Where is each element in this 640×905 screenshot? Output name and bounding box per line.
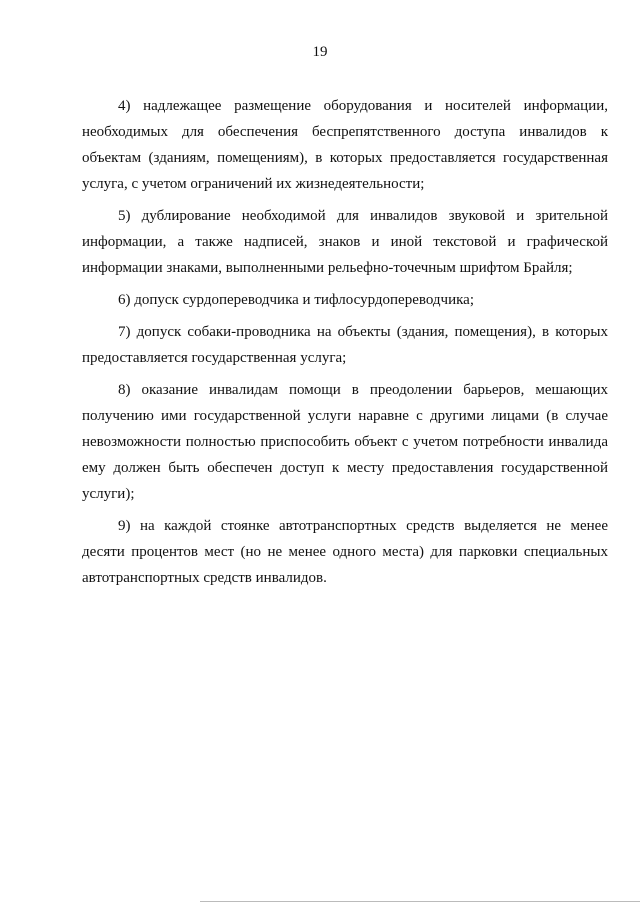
scan-edge-divider <box>200 901 640 902</box>
paragraph-item-4: 4) надлежащее размещение оборудования и носителей информации, необходимых для обеспечения беспрепятственного доступа инвалидов к объектам (зданиям, помещениям), в которых предоставляется государственная услуга, с учетом ограничений их жизнедеятельности; <box>82 98 608 192</box>
paragraph-item-7: 7) допуск собаки-проводника на объекты (здания, помещения), в которых предоставляется государственная услуга; <box>82 324 608 366</box>
paragraph-item-5: 5) дублирование необходимой для инвалидов звуковой и зрительной информации, а также надписей, знаков и иной текстовой и графической информации знаками, выполненными рельефно-точечным шрифтом Брайля; <box>82 208 608 276</box>
paragraph-item-8: 8) оказание инвалидам помощи в преодолении барьеров, мешающих получению ими государственной услуги наравне с другими лицами (в случае невозможности полностью приспособить объект с учетом потребности инвалида ему должен быть обеспечен доступ к месту предоставления государственной услуги); <box>82 382 608 502</box>
paragraph-item-6: 6) допуск сурдопереводчика и тифлосурдопереводчика; <box>118 292 474 308</box>
page-number: 19 <box>312 44 328 60</box>
paragraph-item-9: 9) на каждой стоянке автотранспортных средств выделяется не менее десяти процентов мест (но не менее одного места) для парковки специальных автотранспортных средств инвалидов. <box>82 518 608 586</box>
document-body <box>82 93 608 597</box>
